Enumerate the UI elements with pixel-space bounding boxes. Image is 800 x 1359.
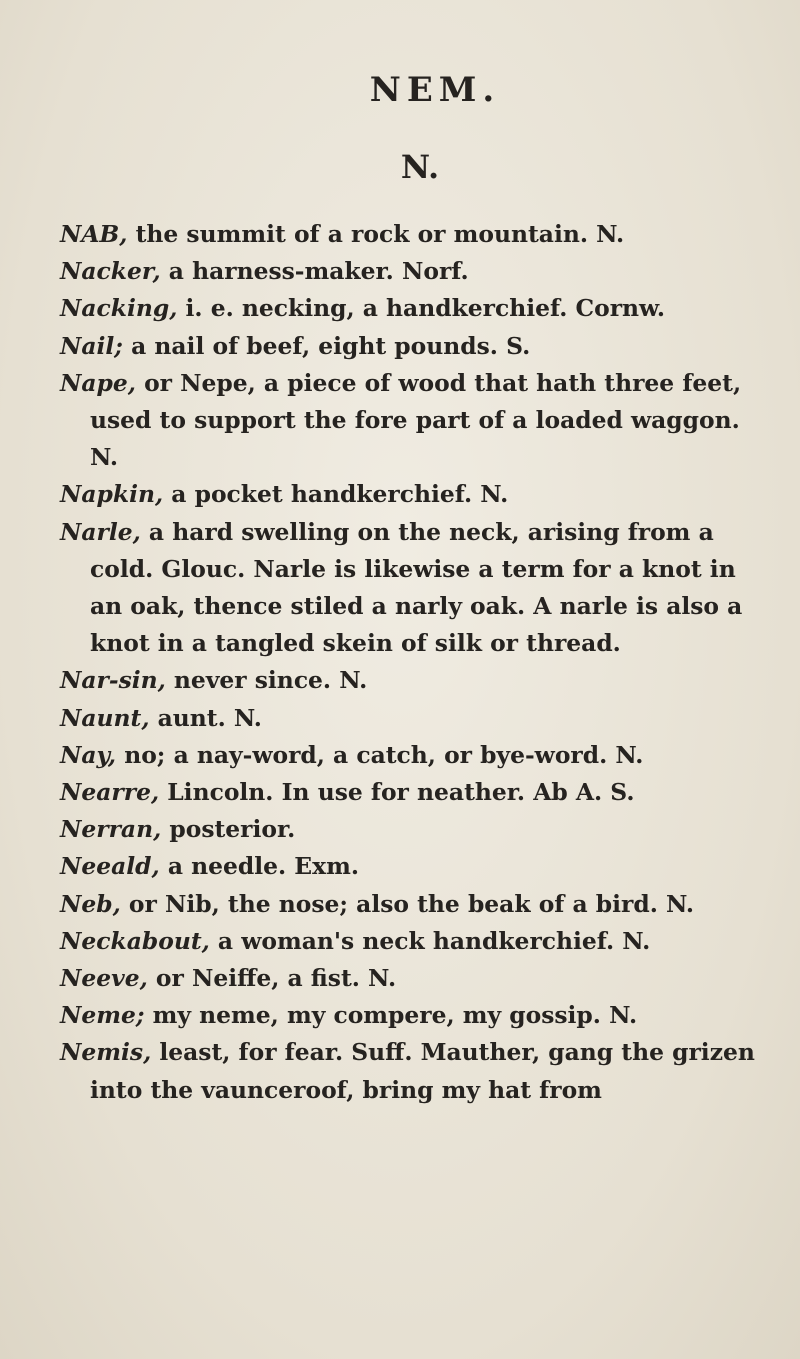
entry-headword: Neme;	[60, 1001, 145, 1030]
glossary-entry	[60, 923, 770, 960]
entry-headword: Nerran,	[60, 815, 162, 844]
entry-definition: a harness-maker. Norf.	[160, 257, 469, 286]
entry-definition: my neme, my compere, my gossip. N.	[144, 1001, 638, 1030]
entry-definition: or Nib, the nose; also the beak of a bird. N.	[120, 889, 695, 918]
entry-definition: i. e. necking, a handkerchief. Cornw.	[177, 294, 665, 323]
glossary-entry	[60, 848, 770, 885]
glossary-entry	[60, 328, 770, 365]
entry-definition: posterior.	[161, 815, 296, 844]
entry-definition: or Neiffe, a fist. N.	[147, 964, 397, 993]
entry-headword: Napkin,	[60, 480, 164, 509]
glossary-entry	[60, 774, 770, 811]
entry-headword: Nail;	[60, 331, 123, 360]
glossary-entry	[60, 737, 770, 774]
entry-definition: no; a nay-word, a catch, or bye-word. N.	[116, 740, 644, 769]
entry-headword: Nearre,	[60, 778, 160, 807]
glossary-entry	[60, 700, 770, 737]
entry-headword: Neb,	[60, 889, 121, 918]
glossary-entry	[60, 253, 770, 290]
entry-definition: least, for fear. Suff. Mauther, gang the grizen into the vaunceroof, bring my hat from	[90, 1038, 755, 1104]
entry-headword: NAB,	[60, 220, 128, 248]
glossary-entry	[60, 1034, 770, 1108]
glossary-entry	[60, 476, 770, 513]
section-letter: N.	[400, 148, 440, 186]
entry-headword: Nacking,	[60, 294, 178, 323]
glossary-entry	[60, 290, 770, 327]
entry-headword: Narle,	[60, 517, 141, 546]
entry-headword: Nay,	[60, 740, 117, 769]
entry-headword: Nape,	[60, 368, 136, 397]
glossary-entry	[60, 811, 770, 848]
glossary-entry	[60, 662, 770, 699]
entry-definition: or Nepe, a piece of wood that hath three feet, used to support the fore part of a loaded waggon. N.	[90, 368, 742, 472]
glossary-entry	[60, 216, 770, 253]
entry-definition: aunt. N.	[149, 703, 262, 732]
running-header: NEM.	[369, 70, 501, 110]
entry-definition: a hard swelling on the neck, arising from a cold. Glouc. Narle is likewise a term for a knot in an oak, thence stiled a narly oak. A narle is also a knot in a tangled skein of silk or thread.	[90, 517, 743, 658]
entry-headword: Neckabout,	[60, 926, 210, 955]
entry-headword: Neeve,	[60, 964, 148, 993]
entry-definition: a needle. Exm.	[159, 852, 359, 881]
glossary-entries	[60, 216, 770, 1109]
entry-headword: Nacker,	[60, 257, 161, 286]
entry-headword: Naunt,	[60, 703, 150, 732]
entry-definition: the summit of a rock or mountain. N.	[127, 220, 625, 248]
glossary-entry	[60, 365, 770, 477]
glossary-entry	[60, 514, 770, 663]
glossary-entry	[60, 886, 770, 923]
glossary-entry	[60, 997, 770, 1034]
entry-definition: never since. N.	[165, 666, 368, 695]
entry-definition: Lincoln. In use for neather. Ab A. S.	[159, 778, 635, 807]
entry-headword: Nemis,	[60, 1038, 152, 1067]
entry-headword: Neeald,	[60, 852, 160, 881]
entry-definition: a pocket handkerchief. N.	[163, 480, 509, 509]
glossary-entry	[60, 960, 770, 997]
entry-headword: Nar-sin,	[60, 666, 166, 695]
entry-definition: a nail of beef, eight pounds. S.	[122, 331, 531, 360]
entry-definition: a woman's neck handkerchief. N.	[209, 926, 651, 955]
